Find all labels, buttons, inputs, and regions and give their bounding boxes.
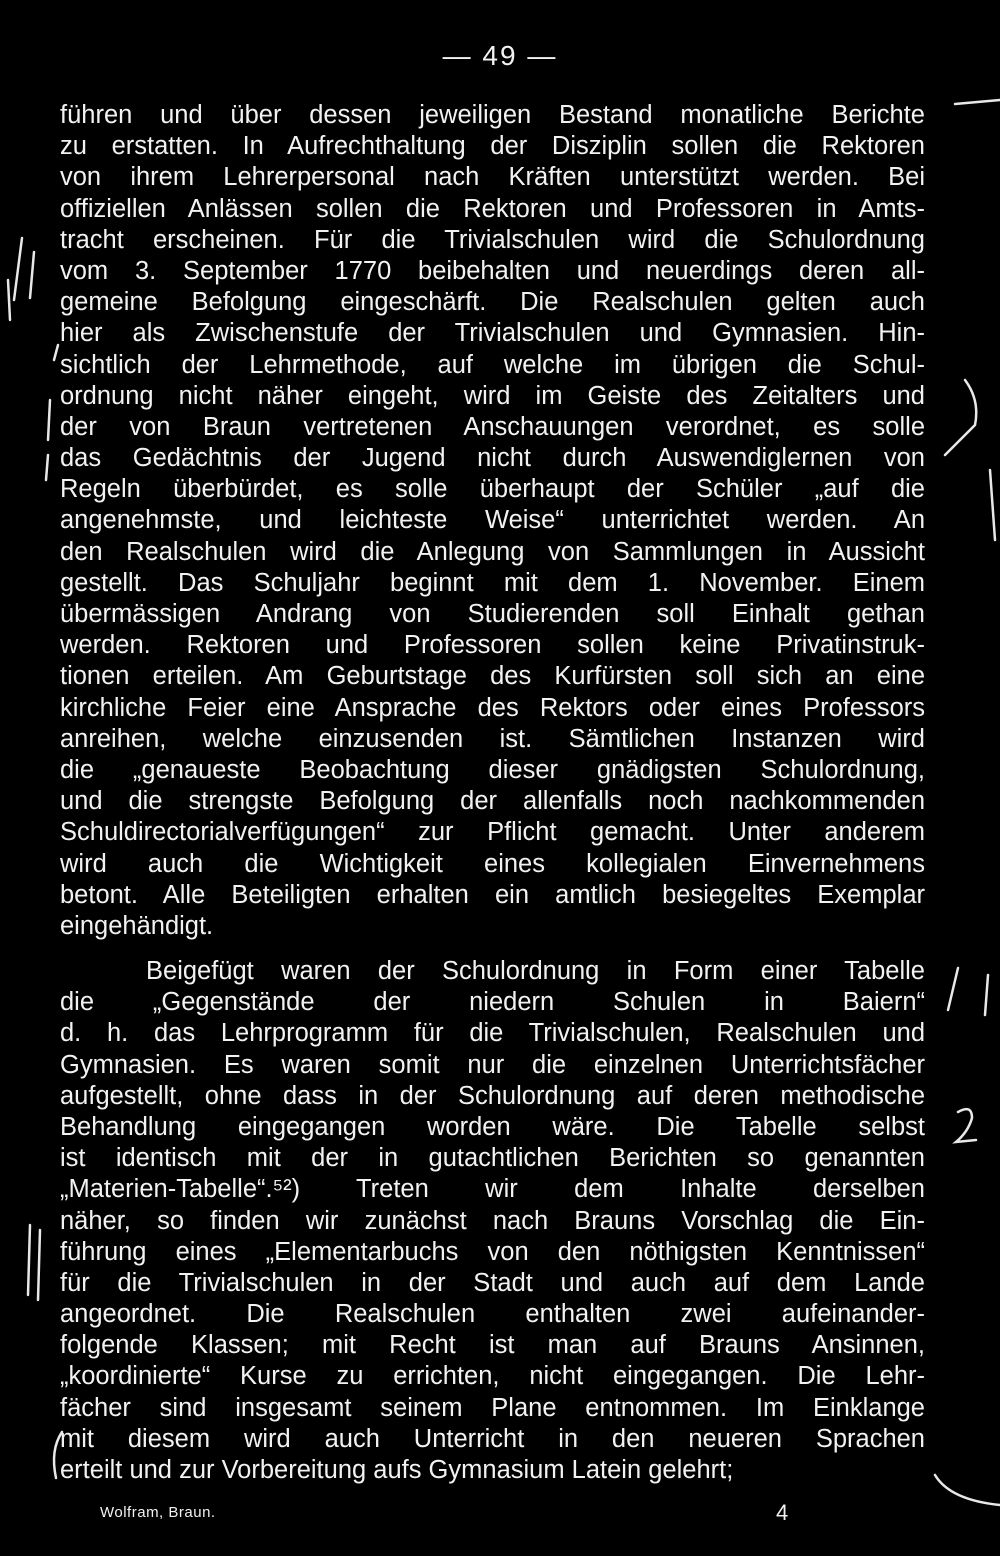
paragraph-2: [60, 956, 925, 1486]
paragraph-2-line: fächer sind insgesamt seinem Plane entnommen. Im Einklange: [60, 1393, 925, 1422]
paragraph-1-line: eingehändigt.: [60, 911, 214, 940]
paragraph-1-line: übermässigen Andrang von Studierenden soll Einhalt gethan: [60, 600, 925, 628]
paragraph-1-line: der von Braun vertretenen Anschauungen verordnet, es solle: [60, 412, 925, 441]
paragraph-2-line: Behandlung eingegangen worden wäre. Die Tabelle selbst: [60, 1112, 925, 1141]
paragraph-1-line: ordnung nicht näher eingeht, wird im Geiste des Zeitalters und: [60, 381, 925, 410]
paragraph-1-line: von ihrem Lehrerpersonal nach Kräften unterstützt werden. Bei: [60, 163, 925, 192]
paragraph-2-line: mit diesem wird auch Unterricht in den neueren Sprachen: [60, 1424, 925, 1453]
right-tick-mark: [990, 470, 995, 540]
paragraph-1-line: betont. Alle Beteiligten erhalten ein amtlich besiegeltes Exemplar: [60, 880, 925, 909]
paragraph-1-line: führen und über dessen jeweiligen Bestand monatliche Berichte: [60, 101, 925, 129]
paragraph-1-line: die „genaueste Beobachtung dieser gnädigsten Schulordnung,: [60, 755, 925, 784]
paragraph-1-line: gemeine Befolgung eingeschärft. Die Realschulen gelten auch: [60, 288, 925, 317]
paragraph-1-line: sichtlich der Lehrmethode, auf welche im übrigen die Schul-: [60, 350, 925, 379]
left-bracket-mark-1: [8, 238, 34, 320]
paragraph-1-line: Schuldirectorialverfügungen“ zur Pflicht gemacht. Unter anderem: [60, 818, 925, 847]
paragraph-1-line: und die strengste Befolgung der allenfalls noch nachkommenden: [60, 787, 925, 816]
paragraph-1-line: kirchliche Feier eine Ansprache des Rektors oder eines Professors: [60, 693, 925, 722]
right-slash-mark: [945, 380, 976, 455]
paragraph-1-line: den Realschulen wird die Anlegung von Sammlungen in Aussicht: [60, 537, 925, 566]
paragraph-1-line: zu erstatten. In Aufrechthaltung der Disziplin sollen die Rektoren: [60, 132, 925, 161]
paragraph-2-line: „koordinierte“ Kurse zu errichten, nicht eingegangen. Die Lehr-: [60, 1362, 925, 1391]
paragraph-1-line: tracht erscheinen. Für die Trivialschulen wird die Schulordnung: [60, 225, 925, 254]
paragraph-1-line: tionen erteilen. Am Geburtstage des Kurfürsten soll sich an eine: [60, 662, 925, 691]
paragraph-2-line: für die Trivialschulen in der Stadt und auch auf dem Lande: [60, 1268, 925, 1297]
footer-author-title: Wolfram, Braun.: [100, 1504, 216, 1521]
page-number: — 49 —: [442, 40, 558, 71]
paragraph-2-line: „Materien-Tabelle“.⁵²) Treten wir dem Inhalte derselben: [60, 1175, 925, 1204]
paragraph-2-line: folgende Klassen; mit Recht ist man auf Brauns Ansinnen,: [60, 1331, 925, 1360]
paragraph-1-line: werden. Rektoren und Professoren sollen keine Privatinstruk-: [60, 631, 925, 660]
paragraph-1-line: offiziellen Anlässen sollen die Rektoren und Professoren in Amts-: [60, 194, 925, 223]
bottom-right-rule: [935, 1475, 1000, 1505]
paragraph-2-line: Gymnasien. Es waren somit nur die einzelnen Unterrichtsfächer: [60, 1050, 925, 1079]
paragraph-1-line: wird auch die Wichtigkeit eines kollegialen Einvernehmens: [60, 849, 925, 878]
paragraph-1-line: das Gedächtnis der Jugend nicht durch Auswendiglernen von: [60, 444, 925, 473]
paragraph-2-line: die „Gegenstände der niedern Schulen in Baiern“: [60, 988, 925, 1017]
left-bracket-mark-2: [46, 345, 58, 480]
paragraph-2-line: aufgestellt, ohne dass in der Schulordnung auf deren methodische: [60, 1081, 925, 1110]
footer-signature-mark: 4: [776, 1500, 789, 1525]
paragraph-1-line: anreihen, welche einzusenden ist. Sämtlichen Instanzen wird: [60, 724, 925, 753]
left-scrawl-mark: [28, 1225, 40, 1300]
paragraph-2-line: angeordnet. Die Realschulen enthalten zwei aufeinander-: [60, 1300, 925, 1329]
paragraph-2-line: näher, so finden wir zunächst nach Brauns Vorschlag die Ein-: [60, 1206, 925, 1235]
paragraph-2-line: Beigefügt waren der Schulordnung in Form einer Tabelle: [146, 957, 925, 985]
paragraph-2-line: erteilt und zur Vorbereitung aufs Gymnasium Latein gelehrt;: [60, 1456, 734, 1484]
margin-number-2: [956, 1109, 976, 1142]
right-paren-mark: [948, 968, 988, 1015]
paragraph-1-line: vom 3. September 1770 beibehalten und neuerdings deren all-: [60, 256, 925, 285]
right-rule-mark: [955, 100, 1000, 104]
paragraph-1-line: angenehmste, und leichteste Weise“ unterrichtet werden. An: [60, 506, 925, 535]
paragraph-1-line: Regeln überbürdet, es solle überhaupt der Schüler „auf die: [60, 475, 925, 504]
paragraph-1-line: hier als Zwischenstufe der Trivialschulen und Gymnasien. Hin-: [60, 319, 925, 348]
paragraph-2-line: führung eines „Elementarbuchs von den nöthigsten Kenntnissen“: [60, 1237, 925, 1266]
paragraph-2-line: d. h. das Lehrprogramm für die Trivialschulen, Realschulen und: [60, 1019, 925, 1048]
paragraph-2-line: ist identisch mit der in gutachtlichen Berichten so genannten: [60, 1144, 925, 1173]
paragraph-1-line: gestellt. Das Schuljahr beginnt mit dem 1. November. Einem: [60, 568, 925, 597]
paragraph-1: [60, 100, 925, 942]
